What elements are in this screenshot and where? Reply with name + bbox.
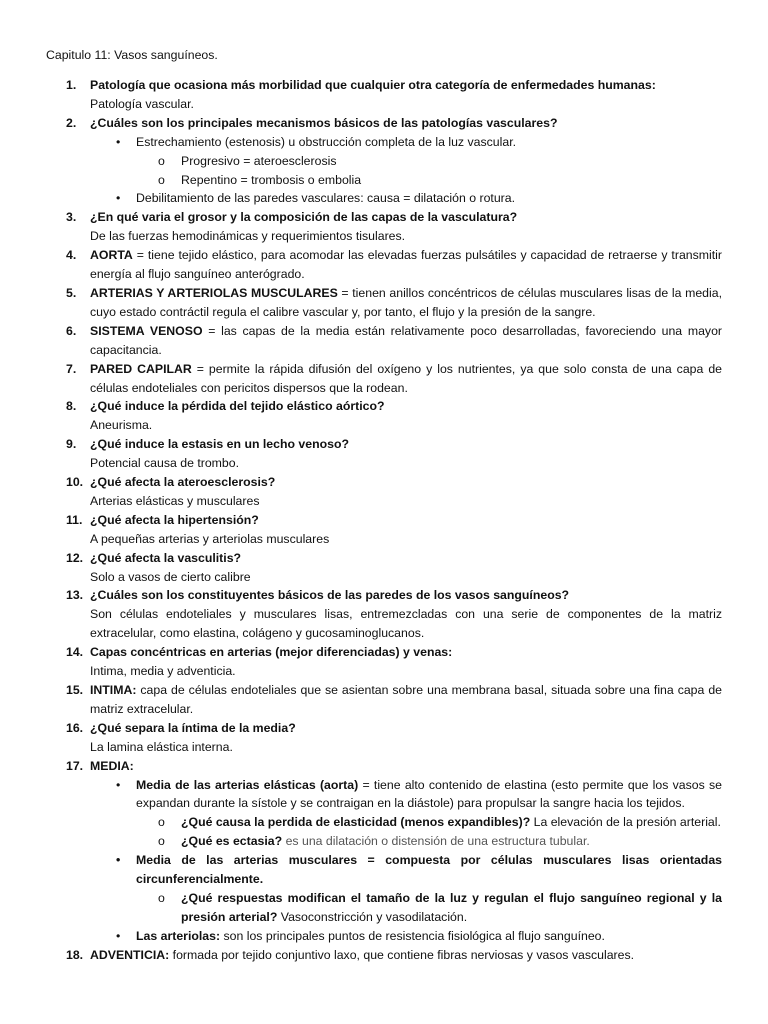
item-number: 15. (66, 683, 84, 697)
chapter-title: Capitulo 11: Vasos sanguíneos. (46, 48, 218, 62)
list-item (66, 586, 722, 643)
sub-bullet-item (90, 889, 722, 927)
answer: De las fuerzas hemodinámicas y requerimientos tisulares. (90, 229, 406, 244)
bullet-term: Media de las arterias elásticas (aorta) (136, 777, 359, 792)
item-number: 17. (66, 758, 84, 773)
list-item (66, 511, 722, 549)
bullet-item: • Debilitamiento de las paredes vasculares: causa = dilatación o rotura. (90, 189, 722, 208)
item-number: 2. (66, 115, 77, 130)
bullet-item: • Estrechamiento (estenosis) u obstrucción completa de la luz vascular. (90, 133, 722, 152)
sub-question: ¿Qué respuestas modifican el tamaño de la luz y regulan el flujo sanguíneo regional y la presión arterial? (181, 890, 722, 924)
item-number: 7. (66, 361, 77, 376)
item-number: 10. (66, 475, 84, 490)
item-number: 8. (66, 399, 77, 414)
question-list (66, 76, 722, 965)
definition: = tiene tejido elástico, para acomodar las elevadas fuerzas pulsátiles y capacidad de retraerse y transmitir energía al flujo sanguíneo anterógrado. (90, 248, 722, 282)
item-number: 6. (66, 323, 77, 338)
item-number: 11. (66, 512, 83, 527)
item-number: 16. (66, 720, 84, 735)
answer: A pequeñas arterias y arteriolas musculares (90, 531, 330, 546)
definition: formada por tejido conjuntivo laxo, que contiene fibras nerviosas y vasos vasculares. (169, 947, 635, 962)
item-number: 14. (66, 645, 84, 660)
answer: Intima, media y adventicia. (90, 664, 236, 679)
list-item (66, 322, 722, 360)
list-item (66, 946, 722, 965)
question: ¿Qué afecta la vasculitis? (90, 550, 242, 565)
term: AORTA (90, 248, 133, 263)
item-number: 3. (66, 210, 77, 225)
list-item (66, 757, 722, 946)
item-number: 4. (66, 248, 77, 263)
item-number: 12. (66, 550, 84, 565)
term: INTIMA: (90, 683, 137, 697)
list-item (66, 643, 722, 681)
question: ¿Qué induce la pérdida del tejido elástico aórtico? (90, 399, 385, 414)
term: PARED CAPILAR (90, 361, 192, 376)
answer: Patología vascular. (90, 96, 194, 111)
answer: La lamina elástica interna. (90, 739, 233, 754)
list-item (66, 360, 722, 398)
question: Patología que ocasiona más morbilidad que cualquier otra categoría de enfermedades humanas: (90, 78, 656, 92)
item-number: 1. (66, 78, 77, 92)
answer: Solo a vasos de cierto calibre (90, 569, 251, 584)
list-item (66, 208, 722, 246)
item-number: 13. (66, 588, 84, 603)
bullet-term: Las arteriolas: (136, 928, 221, 943)
answer: Aneurisma. (90, 418, 153, 433)
definition: = tienen anillos concéntricos de células musculares lisas de la media, cuyo estado contráctil regula el calibre vascular y, por tanto, el flujo y la presión de la sangre. (90, 285, 722, 319)
answer: Potencial causa de trombo. (90, 456, 240, 471)
term: SISTEMA VENOSO (90, 323, 203, 338)
bullet-item: • Media de las arterias musculares = compuesta por células musculares lisas orientadas circunferencialmente. (90, 851, 722, 889)
term: ARTERIAS Y ARTERIOLAS MUSCULARES (90, 285, 338, 300)
definition: = permite la rápida difusión del oxígeno y los nutrientes, ya que solo consta de una capa de células endoteliales con pericitos dispersos que la rodean. (90, 361, 722, 395)
question: ¿Qué induce la estasis en un lecho venoso? (90, 437, 349, 452)
item-number: 5. (66, 285, 77, 300)
sub-bullet-item (90, 813, 722, 832)
sub-answer: es una dilatación o distensión de una estructura tubular. (282, 834, 590, 849)
sub-bullet-item: o Progresivo = ateroesclerosis (90, 152, 722, 171)
bullet-item (90, 927, 722, 946)
question: ¿Cuáles son los principales mecanismos básicos de las patologías vasculares? (90, 115, 558, 130)
sub-bullet-item (90, 832, 722, 851)
bullet-item (90, 776, 722, 814)
definition: capa de células endoteliales que se asientan sobre una membrana basal, situada sobre una fina capa de matriz extracelular. (90, 683, 722, 716)
question: ¿Qué separa la íntima de la media? (90, 720, 296, 735)
sub-question: ¿Qué causa la perdida de elasticidad (menos expandibles)? (181, 815, 531, 830)
list-item (66, 473, 722, 511)
list-item (66, 549, 722, 587)
list-item (66, 284, 722, 322)
sub-answer: La elevación de la presión arterial. (530, 815, 721, 830)
question: ¿Qué afecta la hipertensión? (90, 512, 259, 527)
list-item (66, 76, 722, 114)
sub-bullet-item: o Repentino = trombosis o embolia (90, 171, 722, 190)
item-number: 9. (66, 437, 77, 452)
term: ADVENTICIA: (90, 947, 170, 962)
question: ¿En qué varia el grosor y la composición de las capas de la vasculatura? (90, 210, 518, 225)
list-item (66, 246, 722, 284)
sub-question: ¿Qué es ectasia? (181, 834, 283, 849)
bullet-text: = tiene alto contenido de elastina (esto permite que los vasos se expandan durante la sístole y se contraigan en la diástole) para propulsar la sangre hacia los tejidos. (136, 777, 722, 811)
list-item (66, 719, 722, 757)
answer: Arterias elásticas y musculares (90, 493, 260, 508)
answer: Son células endoteliales y musculares lisas, entremezcladas con una serie de componentes de la matriz extracelular, como elastina, colágeno y gucosaminoglucanos. (90, 607, 722, 641)
list-item (66, 397, 722, 435)
question: Capas concéntricas en arterias (mejor diferenciadas) y venas: (90, 645, 453, 660)
item-number: 18. (66, 947, 84, 962)
list-item (66, 435, 722, 473)
bullet-text: son los principales puntos de resistencia fisiológica al flujo sanguíneo. (220, 928, 605, 943)
sub-answer: Vasoconstricción y vasodilatación. (277, 909, 468, 924)
question: ¿Cuáles son los constituyentes básicos de las paredes de los vasos sanguíneos? (90, 588, 570, 603)
question: MEDIA: (90, 758, 134, 773)
question: ¿Qué afecta la ateroesclerosis? (90, 475, 276, 490)
list-item (66, 114, 722, 209)
definition: = las capas de la media están relativamente poco desarrolladas, favoreciendo una mayor capacitancia. (90, 323, 722, 357)
list-item (66, 681, 722, 719)
